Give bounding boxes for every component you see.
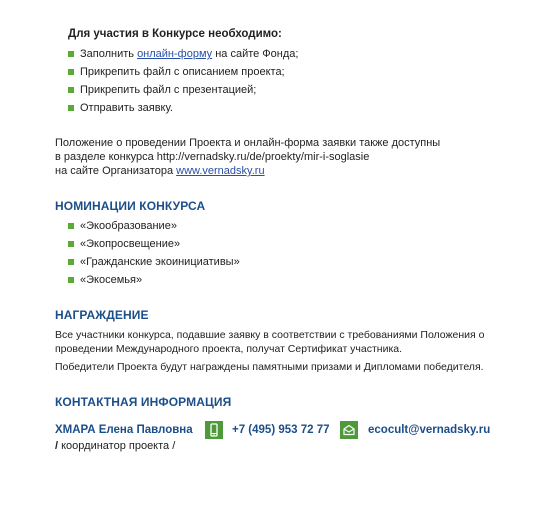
mail-icon — [340, 421, 358, 439]
bullet-square-icon — [68, 105, 74, 111]
list-item — [68, 217, 240, 235]
bullet-square-icon — [68, 69, 74, 75]
requirements-list — [68, 45, 298, 117]
bullet-square-icon — [68, 223, 74, 229]
role-text: координатор проекта / — [58, 440, 176, 452]
nomination-label: «Экообразование» — [80, 220, 177, 232]
award-paragraph-winners: Победители Проекта будут награждены памятными призами и Дипломами победителя. — [55, 361, 484, 373]
contact-heading: КОНТАКТНАЯ ИНФОРМАЦИЯ — [55, 395, 232, 409]
list-item — [68, 81, 298, 99]
bullet-square-icon — [68, 241, 74, 247]
list-item — [68, 63, 298, 81]
availability-text: на сайте Организатора — [55, 165, 177, 177]
nomination-label: «Гражданские экоинициативы» — [80, 256, 240, 268]
availability-line: Положение о проведении Проекта и онлайн-форма заявки также доступны — [55, 137, 441, 149]
contact-role — [55, 440, 175, 452]
bullet-square-icon — [68, 51, 74, 57]
list-item-text: Прикрепить файл с презентацией; — [80, 84, 257, 96]
nomination-label: «Экосемья» — [80, 274, 143, 286]
award-paragraph-certificate: Все участники конкурса, подавшие заявку в соответствии с требованиями Положения о проведении Международного проекта, получат Сертификат участника. — [55, 329, 485, 355]
list-item-text: Отправить заявку. — [80, 102, 173, 114]
list-item-text: Прикрепить файл с описанием проекта; — [80, 66, 285, 78]
list-item — [68, 45, 298, 63]
nominations-list — [68, 217, 240, 289]
award-heading: НАГРАЖДЕНИЕ — [55, 308, 149, 322]
availability-line: в разделе конкурса http://vernadsky.ru/de/proekty/mir-i-soglasie — [55, 151, 370, 163]
contact-email[interactable]: ecocult@vernadsky.ru — [368, 424, 491, 436]
role-slash: / — [55, 440, 59, 452]
organizer-site-link[interactable]: www.vernadsky.ru — [176, 165, 265, 177]
phone-icon — [205, 421, 223, 439]
nominations-heading: НОМИНАЦИИ КОНКУРСА — [55, 199, 206, 213]
nomination-label: «Экопросвещение» — [80, 238, 181, 250]
list-item — [68, 253, 240, 271]
list-item-text: на сайте Фонда; — [212, 48, 299, 60]
requirements-title: Для участия в Конкурсе необходимо: — [68, 28, 282, 40]
bullet-square-icon — [68, 259, 74, 265]
bullet-square-icon — [68, 87, 74, 93]
list-item-text: Заполнить — [80, 48, 138, 60]
list-item — [68, 271, 240, 289]
online-form-link[interactable]: онлайн-форму — [137, 48, 213, 60]
contact-name: ХМАРА Елена Павловна — [55, 424, 193, 436]
list-item — [68, 99, 298, 117]
bullet-square-icon — [68, 277, 74, 283]
availability-paragraph — [55, 136, 440, 178]
contact-phone[interactable]: +7 (495) 953 72 77 — [232, 424, 330, 436]
list-item — [68, 235, 240, 253]
availability-line — [55, 164, 440, 178]
